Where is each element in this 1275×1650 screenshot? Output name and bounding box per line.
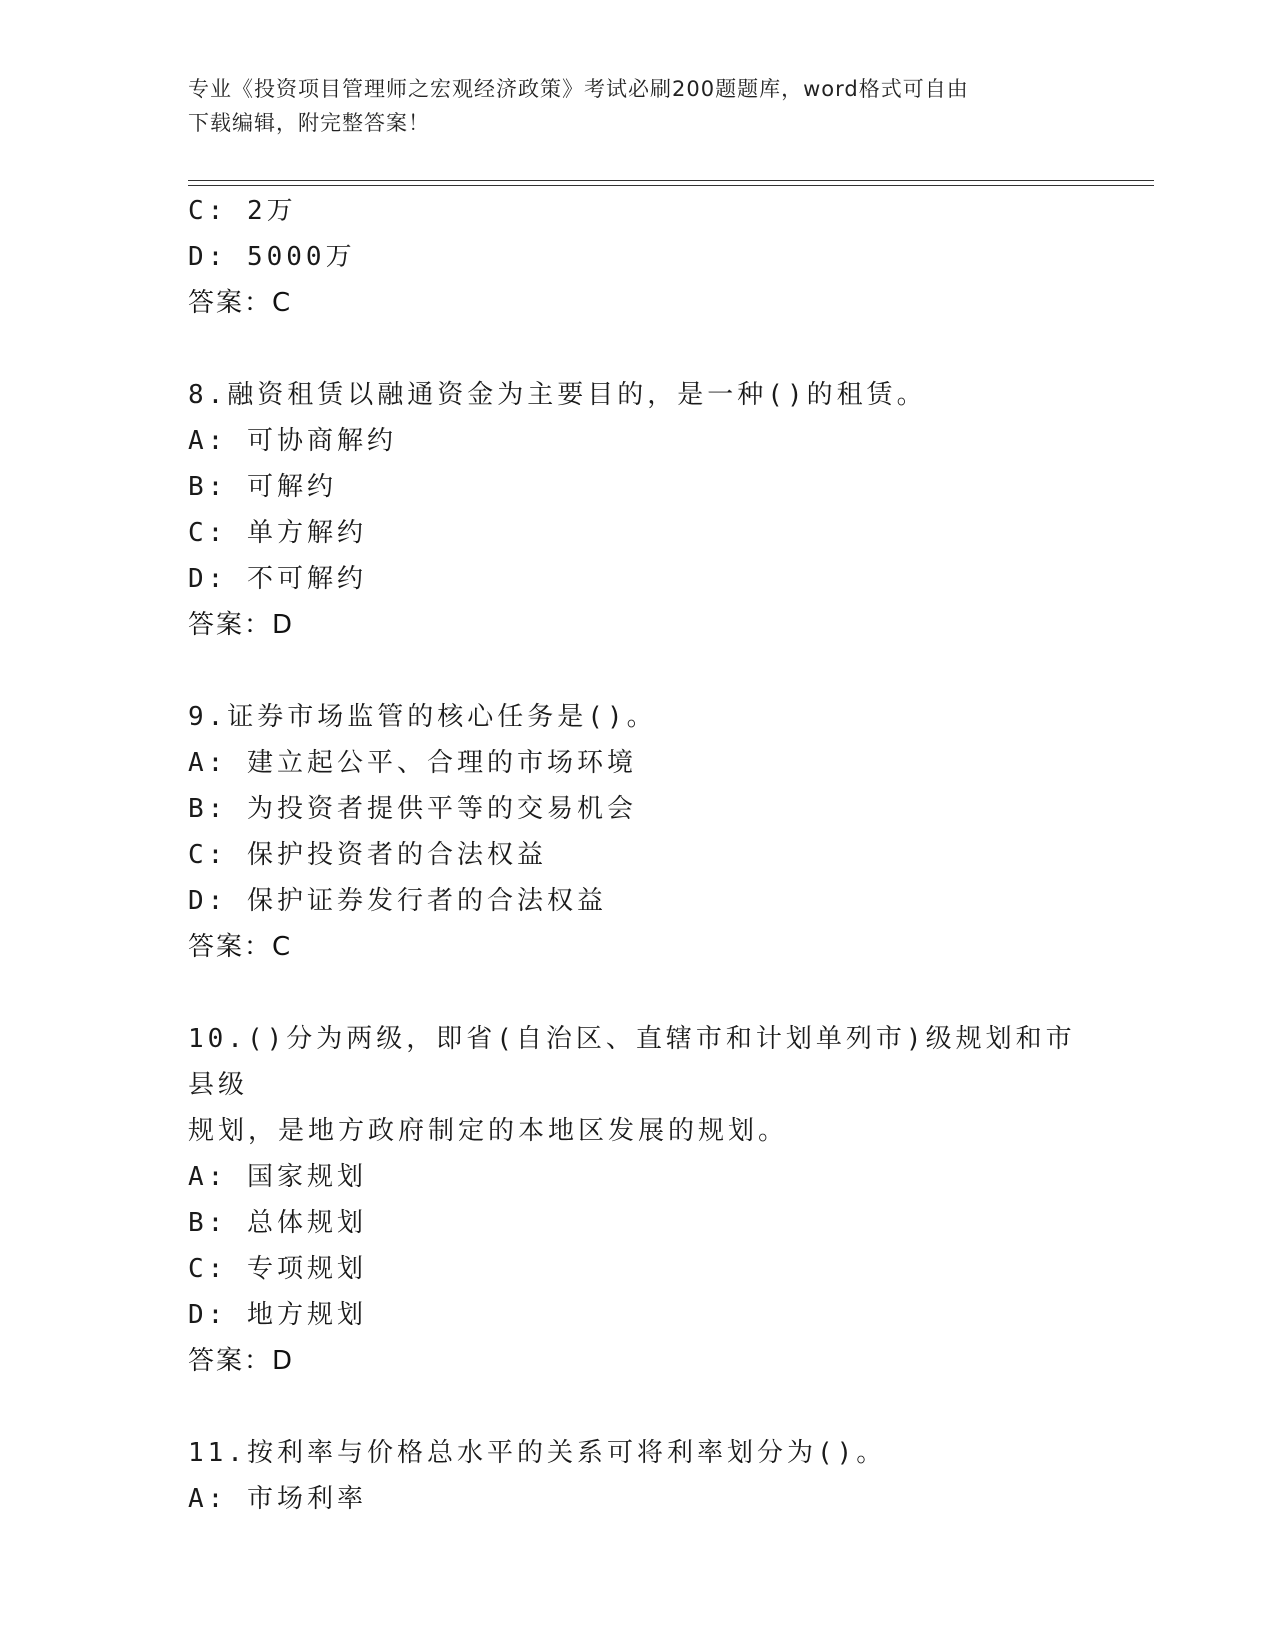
answer-line: 答案：C (188, 288, 293, 318)
option-d: D: 保护证券发行者的合法权益 (188, 886, 607, 916)
option-c: C: 单方解约 (188, 518, 367, 548)
option-c: C: 保护投资者的合法权益 (188, 840, 547, 870)
option-b: B: 总体规划 (188, 1208, 367, 1238)
question-title: 8.融资租赁以融通资金为主要目的，是一种()的租赁。 (188, 380, 927, 410)
spacer (188, 970, 1088, 1016)
question-8 (188, 372, 1088, 648)
option-d: D: 5000万 (188, 242, 356, 272)
option-c: C: 2万 (188, 196, 297, 226)
question-title: 11.按利率与价格总水平的关系可将利率划分为()。 (188, 1438, 887, 1468)
option-b: B: 可解约 (188, 472, 337, 502)
question-10 (188, 1016, 1088, 1384)
option-a: A: 国家规划 (188, 1162, 367, 1192)
header-line-1: 专业《投资项目管理师之宏观经济政策》考试必刷200题题库，word格式可自由 (188, 77, 969, 101)
question-title: 9.证券市场监管的核心任务是()。 (188, 702, 657, 732)
document-header (188, 72, 1088, 140)
question-7-tail (188, 188, 1088, 326)
question-title-line-1: 10.()分为两级，即省(自治区、直辖市和计划单列市)级规划和市县级 (188, 1024, 1076, 1100)
spacer (188, 648, 1088, 694)
option-c: C: 专项规划 (188, 1254, 367, 1284)
option-d: D: 不可解约 (188, 564, 367, 594)
question-11 (188, 1430, 1088, 1522)
question-title-line-2: 规划，是地方政府制定的本地区发展的规划。 (188, 1116, 789, 1146)
option-a: A: 市场利率 (188, 1484, 367, 1514)
header-line-2: 下载编辑，附完整答案！ (188, 111, 430, 135)
spacer (188, 326, 1088, 372)
option-b: B: 为投资者提供平等的交易机会 (188, 794, 637, 824)
answer-line: 答案：C (188, 932, 293, 962)
answer-line: 答案：D (188, 610, 295, 640)
spacer (188, 1384, 1088, 1430)
option-a: A: 建立起公平、合理的市场环境 (188, 748, 637, 778)
header-divider-top (188, 180, 1154, 181)
answer-line: 答案：D (188, 1346, 295, 1376)
option-a: A: 可协商解约 (188, 426, 397, 456)
option-d: D: 地方规划 (188, 1300, 367, 1330)
question-list (188, 188, 1088, 1522)
question-9 (188, 694, 1088, 970)
header-divider-bottom (188, 185, 1154, 186)
